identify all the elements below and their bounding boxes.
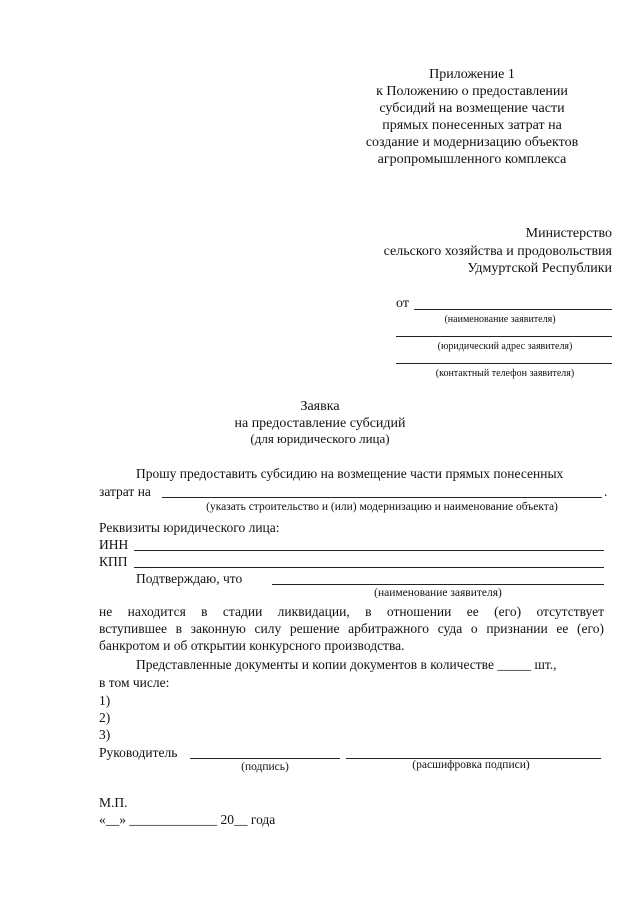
list-item: 1) [99, 693, 111, 708]
confirm-hint: (наименование заявителя) [374, 587, 502, 599]
stamp-label: М.П. [99, 795, 128, 810]
paragraph-line-3: банкротом и об открытии конкурсного производства. [99, 638, 405, 653]
paragraph-line-2: вступившее в законную силу решение арбитражного суда о признании ее (его) [99, 621, 604, 636]
list-item: 3) [99, 727, 111, 742]
kpp-field[interactable] [134, 567, 604, 568]
inn-label: ИНН [99, 537, 129, 552]
appendix-line: прямых понесенных затрат на [382, 118, 562, 133]
docs-line-1: Представленные документы и копии документов в количестве _____ шт., [136, 657, 557, 672]
appendix-line: агропромышленного комплекса [377, 152, 567, 167]
requisites-label: Реквизиты юридического лица: [99, 520, 280, 535]
object-field[interactable] [162, 497, 602, 498]
confirm-label: Подтверждаю, что [136, 571, 243, 586]
phone-hint: (контактный телефон заявителя) [435, 368, 575, 379]
list-item: 2) [99, 710, 111, 725]
title-sub: на предоставление субсидий [234, 416, 406, 431]
title-main: Заявка [300, 399, 340, 414]
date-line: «__» _____________ 20__ года [99, 812, 276, 827]
request-line-2-prefix: затрат на [99, 484, 151, 499]
phone-field[interactable] [396, 363, 612, 364]
appendix-line: Приложение 1 [429, 67, 515, 82]
appendix-line: к Положению о предоставлении [376, 84, 568, 99]
decoding-hint: (расшифровка подписи) [412, 759, 530, 771]
signature-field[interactable] [190, 758, 340, 759]
request-period: . [604, 484, 608, 499]
confirm-applicant-field[interactable] [272, 584, 604, 585]
head-label: Руководитель [99, 745, 178, 760]
object-hint: (указать строительство и (или) модернизацию и наименование объекта) [206, 501, 558, 513]
appendix-line: субсидий на возмещение части [379, 101, 565, 116]
addressee-line: сельского хозяйства и продовольствия [383, 244, 612, 259]
appendix-line: создание и модернизацию объектов [365, 135, 579, 150]
signature-hint: (подпись) [241, 761, 289, 773]
inn-field[interactable] [134, 550, 604, 551]
from-label: от [396, 296, 409, 311]
docs-line-2: в том числе: [99, 675, 170, 690]
paragraph-line-1: не находится в стадии ликвидации, в отношении ее (его) отсутствует [99, 604, 604, 619]
legal-address-hint: (юридический адрес заявителя) [437, 341, 573, 352]
legal-address-field[interactable] [396, 336, 612, 337]
applicant-name-hint: (наименование заявителя) [444, 314, 556, 325]
title-note: (для юридического лица) [250, 431, 390, 446]
kpp-label: КПП [99, 554, 128, 569]
applicant-name-field[interactable] [414, 309, 612, 310]
addressee-line: Удмуртской Республики [467, 261, 612, 276]
request-line-1: Прошу предоставить субсидию на возмещение части прямых понесенных [136, 466, 564, 481]
addressee-line: Министерство [525, 226, 612, 241]
